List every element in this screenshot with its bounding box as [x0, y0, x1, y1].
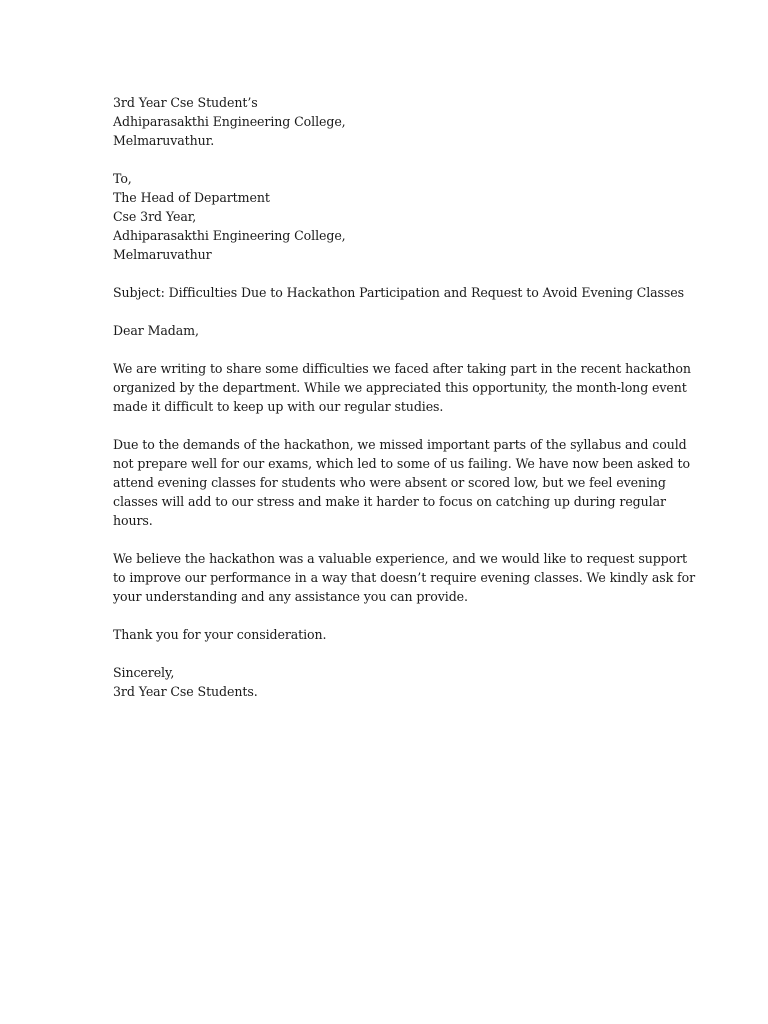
closing-line: Sincerely, [113, 665, 175, 680]
paragraph-line: hours. [113, 513, 153, 528]
sender-address [113, 93, 673, 150]
recipient-line: Cse 3rd Year, [113, 209, 197, 224]
paragraph-4 [113, 625, 673, 644]
paragraph-line: Due to the demands of the hackathon, we missed important parts of the syllabus and could [113, 437, 687, 452]
paragraph-3 [113, 549, 696, 606]
paragraph-line: not prepare well for our exams, which led to some of us failing. We have now been asked to [113, 456, 690, 471]
recipient-line: The Head of Department [113, 190, 270, 205]
sender-line: 3rd Year Cse Student’s [113, 95, 258, 110]
paragraph-line: Thank you for your consideration. [113, 627, 327, 642]
paragraph-line: made it difficult to keep up with our regular studies. [113, 399, 444, 414]
paragraph-line: We are writing to share some difficulties we faced after taking part in the recent hackathon [113, 361, 691, 376]
recipient-line: Adhiparasakthi Engineering College, [113, 228, 346, 243]
paragraph-line: to improve our performance in a way that doesn’t require evening classes. We kindly ask for [113, 570, 696, 585]
subject-text: Subject: Difficulties Due to Hackathon Participation and Request to Avoid Evening Classes [113, 285, 684, 300]
letter-body [113, 93, 696, 720]
paragraph-line: your understanding and any assistance you can provide. [113, 589, 468, 604]
signature-line: 3rd Year Cse Students. [113, 684, 258, 699]
paragraph-line: We believe the hackathon was a valuable experience, and we would like to request support [113, 551, 688, 566]
closing [113, 663, 673, 701]
paragraph-2 [113, 435, 690, 530]
paragraph-1 [113, 359, 691, 416]
sender-line: Melmaruvathur. [113, 133, 215, 148]
recipient-to: To, [113, 171, 132, 186]
paragraph-line: classes will add to our stress and make it harder to focus on catching up during regular [113, 494, 666, 509]
subject-line [113, 283, 684, 302]
salutation [113, 321, 673, 340]
recipient-address [113, 169, 673, 264]
salutation-text: Dear Madam, [113, 323, 199, 338]
paragraph-line: attend evening classes for students who were absent or scored low, but we feel evening [113, 475, 666, 490]
recipient-line: Melmaruvathur [113, 247, 212, 262]
sender-line: Adhiparasakthi Engineering College, [113, 114, 346, 129]
paragraph-line: organized by the department. While we appreciated this opportunity, the month-long event [113, 380, 687, 395]
